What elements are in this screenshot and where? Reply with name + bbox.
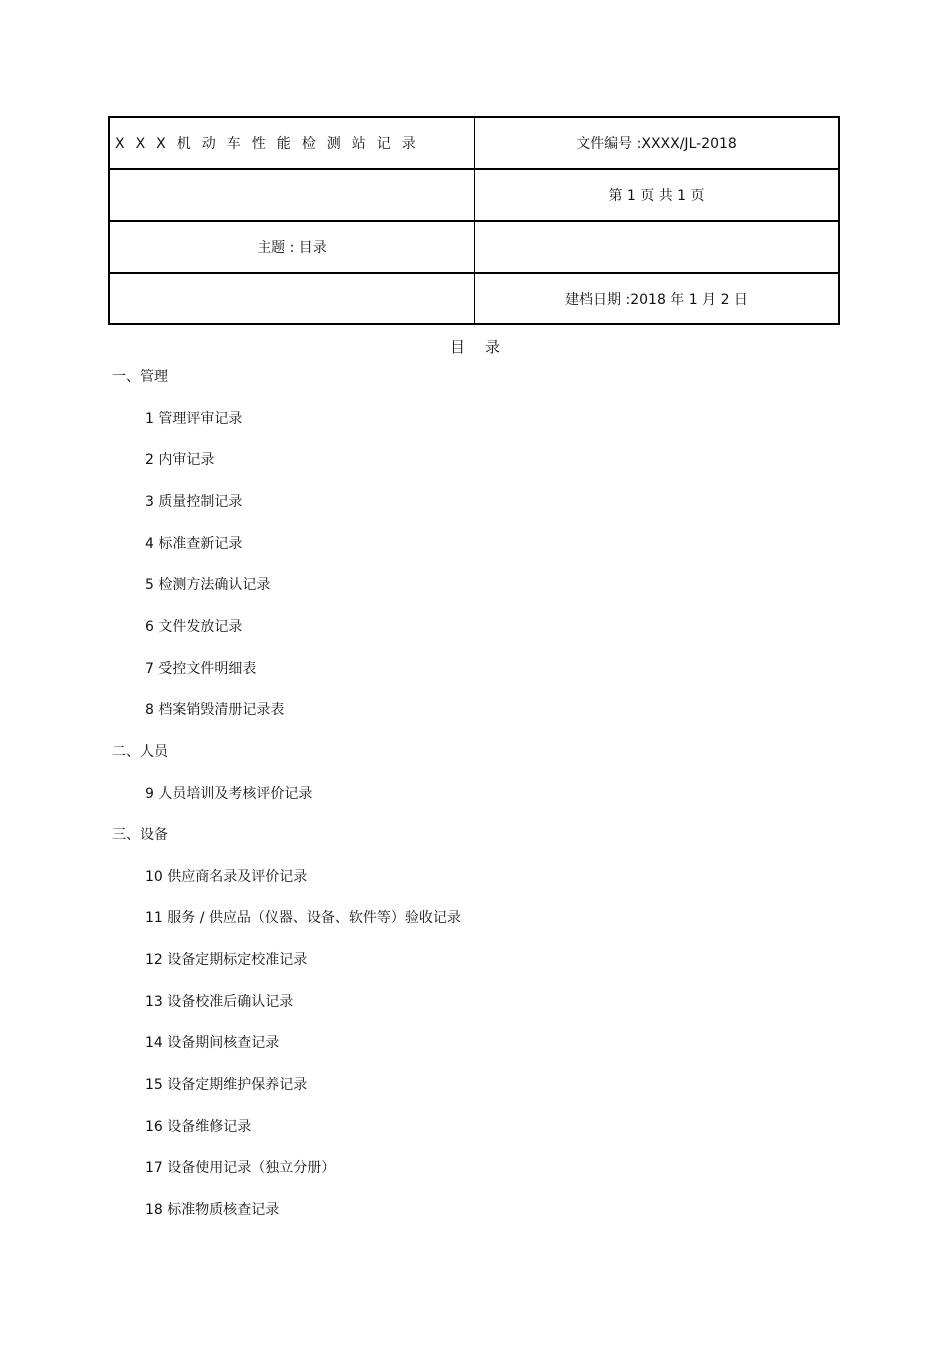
toc-item: 16 设备维修记录 xyxy=(145,1118,252,1135)
toc-item: 12 设备定期标定校准记录 xyxy=(145,952,308,969)
toc-item: 17 设备使用记录（独立分册） xyxy=(145,1160,336,1177)
file-number: 文件编号 :XXXX/JL-2018 xyxy=(475,118,838,170)
toc-item: 14 设备期间核查记录 xyxy=(145,1035,280,1052)
empty-cell xyxy=(110,170,475,222)
toc-item: 5 检测方法确认记录 xyxy=(145,577,271,594)
page-info: 第 1 页 共 1 页 xyxy=(475,170,838,222)
page-title: 目录 xyxy=(449,338,520,356)
toc-item: 10 供应商名录及评价记录 xyxy=(145,868,308,885)
station-title: XXX机动车性能检测站记录 xyxy=(110,118,475,170)
toc-item: 6 文件发放记录 xyxy=(145,618,243,635)
archive-date: 建档日期 :2018 年 1 月 2 日 xyxy=(565,291,748,308)
empty-cell xyxy=(475,222,838,274)
toc-item: 15 设备定期维护保养记录 xyxy=(145,1077,308,1094)
document-header-table xyxy=(108,116,840,325)
toc-item: 13 设备校准后确认记录 xyxy=(145,993,294,1010)
toc-section-heading: 三、设备 xyxy=(112,827,168,844)
empty-cell xyxy=(110,274,475,323)
toc-section-heading: 二、人员 xyxy=(112,743,168,760)
toc-item: 18 标准物质核查记录 xyxy=(145,1202,280,1218)
toc-item: 1 管理评审记录 xyxy=(145,410,243,427)
toc-section-heading: 一、管理 xyxy=(112,369,168,385)
toc-item: 3 质量控制记录 xyxy=(145,493,243,510)
toc-item: 8 档案销毁清册记录表 xyxy=(145,702,285,719)
toc-item: 2 内审记录 xyxy=(145,452,215,469)
subject: 主题 : 目录 xyxy=(110,222,475,274)
toc-item: 9 人员培训及考核评价记录 xyxy=(145,785,313,802)
toc-item: 7 受控文件明细表 xyxy=(145,660,257,677)
toc-item: 4 标准查新记录 xyxy=(145,535,243,552)
toc-item: 11 服务 / 供应品（仪器、设备、软件等）验收记录 xyxy=(145,910,461,927)
